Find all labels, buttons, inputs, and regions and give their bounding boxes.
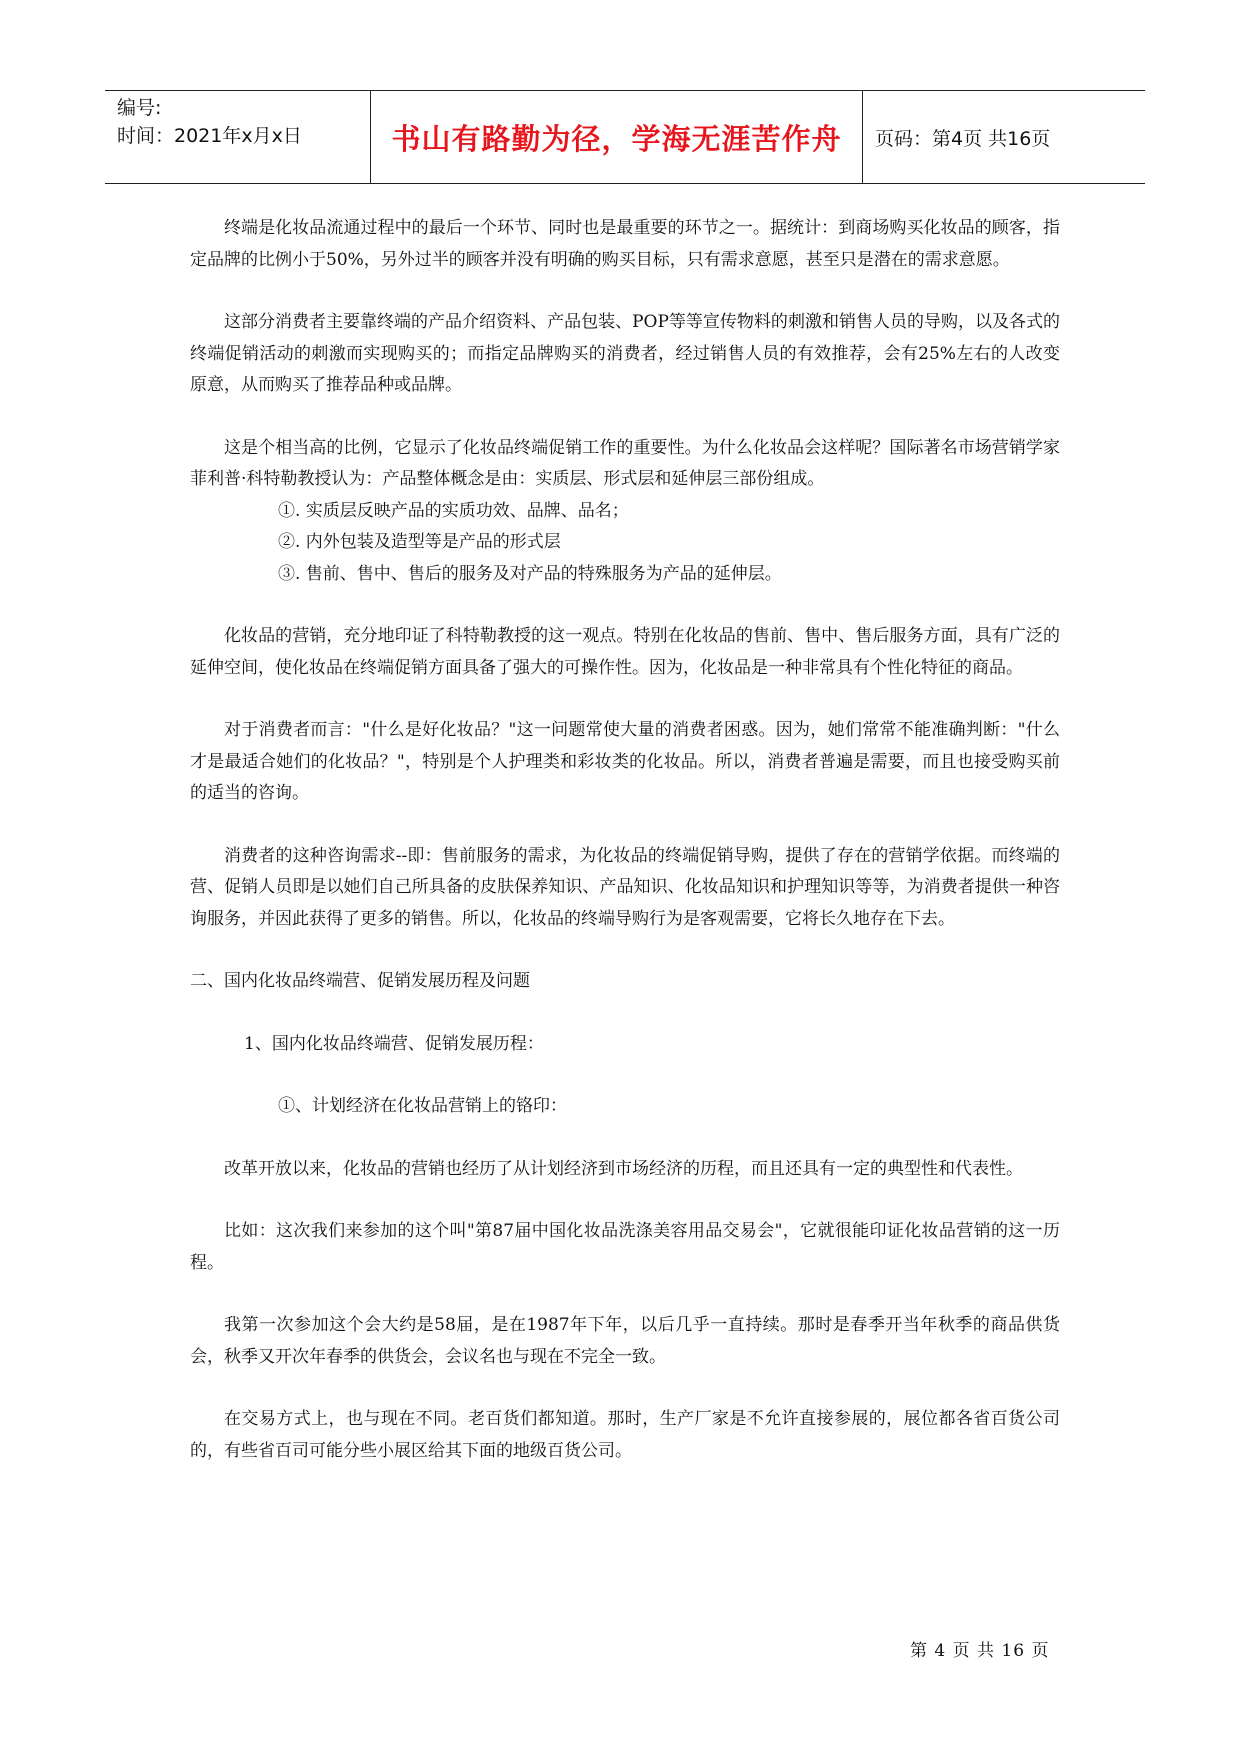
header-page-info: 页码：第4页 共16页: [875, 127, 1051, 150]
paragraph: 我第一次参加这个会大约是58届，是在1987年下年，以后几乎一直持续。那时是春季开当年秋季的商品供货会，秋季又开次年春季的供货会，会议名也与现在不完全一致。: [190, 1315, 1060, 1367]
subsubsection-heading: ①、计划经济在化妆品营销上的铬印：: [278, 1096, 567, 1116]
document-number-label: 编号:: [117, 97, 162, 119]
document-time: 时间：2021年x月x日: [117, 125, 302, 147]
paragraph: 化妆品的营销，充分地印证了科特勒教授的这一观点。特别在化妆品的售前、售中、售后服务方面，具有广泛的延伸空间，使化妆品在终端促销方面具备了强大的可操作性。因为，化妆品是一种非常具有个性化特征的商品。: [190, 626, 1060, 678]
paragraph: 消费者的这种咨询需求--即：售前服务的需求，为化妆品的终端促销导购，提供了存在的营销学依据。而终端的营、促销人员即是以她们自己所具备的皮肤保养知识、产品知识、化妆品知识和护理知识等等，为消费者提供一种咨询服务，并因此获得了更多的销售。所以，化妆品的终端导购行为是客观需要，它将长久地存在下去。: [190, 845, 1060, 929]
list-item: ①. 实质层反映产品的实质功效、品牌、品名；: [278, 500, 629, 521]
document-body: [190, 213, 1060, 1498]
page-footer: 第 4 页 共 16 页: [910, 1641, 1050, 1661]
paragraph: 这是个相当高的比例，它显示了化妆品终端促销工作的重要性。为什么化妆品会这样呢？国际著名市场营销学家菲利普·科特勒教授认为：产品整体概念是由：实质层、形式层和延伸层三部份组成。: [190, 437, 1060, 489]
header-motto: 书山有路勤为径，学海无涯苦作舟: [391, 121, 842, 156]
section-heading: 二、国内化妆品终端营、促销发展历程及问题: [190, 971, 530, 991]
paragraph: 比如：这次我们来参加的这个叫"第87届中国化妆品洗涤美容用品交易会"，它就很能印证化妆品营销的这一历程。: [190, 1221, 1060, 1273]
header-meta: [105, 91, 370, 183]
paragraph: 终端是化妆品流通过程中的最后一个环节、同时也是最重要的环节之一。据统计：到商场购买化妆品的顾客，指定品牌的比例小于50%，另外过半的顾客并没有明确的购买目标，只有需求意愿，甚至只是潜在的需求意愿。: [190, 218, 1060, 270]
paragraph: 在交易方式上，也与现在不同。老百货们都知道。那时，生产厂家是不允许直接参展的，展位都各省百货公司的，有些省百司可能分些小展区给其下面的地级百货公司。: [190, 1409, 1060, 1461]
paragraph: 改革开放以来，化妆品的营销也经历了从计划经济到市场经济的历程，而且还具有一定的典型性和代表性。: [224, 1158, 1023, 1179]
list-item: ③. 售前、售中、售后的服务及对产品的特殊服务为产品的延伸层。: [278, 563, 782, 584]
list-item: ②. 内外包装及造型等是产品的形式层: [278, 532, 561, 552]
paragraph: 这部分消费者主要靠终端的产品介绍资料、产品包装、POP等等宣传物料的刺激和销售人员的导购，以及各式的终端促销活动的刺激而实现购买的；而指定品牌购买的消费者，经过销售人员的有效推荐，会有25%左右的人改变原意，从而购买了推荐品种或品牌。: [190, 312, 1060, 395]
subsection-heading: 1、国内化妆品终端营、促销发展历程：: [244, 1033, 544, 1054]
paragraph: 对于消费者而言："什么是好化妆品？"这一问题常使大量的消费者困惑。因为，她们常常不能准确判断："什么才是最适合她们的化妆品？"，特别是个人护理类和彩妆类的化妆品。所以，消费者普遍是需要，而且也接受购买前的适当的咨询。: [190, 720, 1060, 803]
page-header: [105, 90, 1145, 184]
